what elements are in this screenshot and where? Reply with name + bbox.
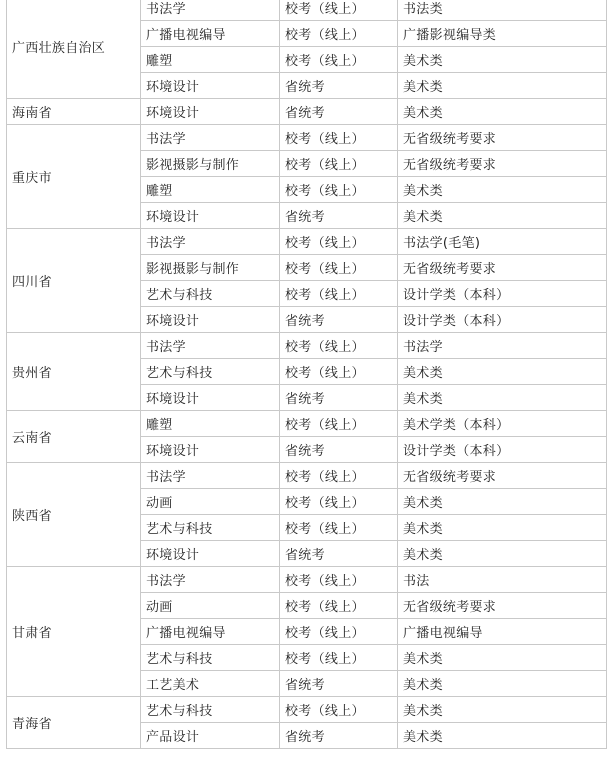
exam-type-cell: 省统考 xyxy=(280,541,398,567)
category-cell: 美术类 xyxy=(398,385,607,411)
major-cell: 环境设计 xyxy=(141,307,280,333)
exam-type-cell: 校考（线上） xyxy=(280,229,398,255)
major-cell: 书法学 xyxy=(141,0,280,21)
major-cell: 动画 xyxy=(141,593,280,619)
exam-type-cell: 校考（线上） xyxy=(280,515,398,541)
province-cell: 甘肃省 xyxy=(7,567,141,697)
category-cell: 书法学(毛笔) xyxy=(398,229,607,255)
major-cell: 艺术与科技 xyxy=(141,515,280,541)
category-cell: 广播影视编导类 xyxy=(398,21,607,47)
exam-type-cell: 省统考 xyxy=(280,437,398,463)
major-cell: 广播电视编导 xyxy=(141,21,280,47)
major-cell: 书法学 xyxy=(141,333,280,359)
category-cell: 美术类 xyxy=(398,645,607,671)
exam-type-cell: 校考（线上） xyxy=(280,281,398,307)
exam-type-cell: 校考（线上） xyxy=(280,489,398,515)
category-cell: 美术类 xyxy=(398,723,607,749)
province-cell: 青海省 xyxy=(7,697,141,749)
major-cell: 雕塑 xyxy=(141,177,280,203)
table-row xyxy=(7,567,607,593)
major-cell: 环境设计 xyxy=(141,99,280,125)
category-cell: 书法 xyxy=(398,567,607,593)
major-cell: 书法学 xyxy=(141,229,280,255)
category-cell: 美术类 xyxy=(398,671,607,697)
exam-type-cell: 校考（线上） xyxy=(280,21,398,47)
table-row xyxy=(7,99,607,125)
category-cell: 美术类 xyxy=(398,515,607,541)
exam-type-cell: 省统考 xyxy=(280,99,398,125)
table-row xyxy=(7,463,607,489)
major-cell: 动画 xyxy=(141,489,280,515)
category-cell: 美术类 xyxy=(398,697,607,723)
category-cell: 无省级统考要求 xyxy=(398,151,607,177)
major-cell: 艺术与科技 xyxy=(141,359,280,385)
exam-type-cell: 校考（线上） xyxy=(280,333,398,359)
exam-type-cell: 校考（线上） xyxy=(280,619,398,645)
admission-table xyxy=(6,0,607,749)
major-cell: 产品设计 xyxy=(141,723,280,749)
exam-type-cell: 校考（线上） xyxy=(280,125,398,151)
major-cell: 艺术与科技 xyxy=(141,281,280,307)
exam-type-cell: 校考（线上） xyxy=(280,151,398,177)
category-cell: 美术类 xyxy=(398,47,607,73)
category-cell: 美术类 xyxy=(398,541,607,567)
category-cell: 美术类 xyxy=(398,99,607,125)
major-cell: 环境设计 xyxy=(141,437,280,463)
category-cell: 设计学类（本科） xyxy=(398,281,607,307)
admission-table-body xyxy=(7,0,607,749)
exam-type-cell: 校考（线上） xyxy=(280,593,398,619)
category-cell: 书法类 xyxy=(398,0,607,21)
exam-type-cell: 校考（线上） xyxy=(280,0,398,21)
category-cell: 广播电视编导 xyxy=(398,619,607,645)
category-cell: 美术类 xyxy=(398,73,607,99)
category-cell: 无省级统考要求 xyxy=(398,125,607,151)
exam-type-cell: 校考（线上） xyxy=(280,463,398,489)
province-cell: 四川省 xyxy=(7,229,141,333)
major-cell: 影视摄影与制作 xyxy=(141,255,280,281)
table-row xyxy=(7,229,607,255)
table-row xyxy=(7,125,607,151)
category-cell: 无省级统考要求 xyxy=(398,463,607,489)
table-row xyxy=(7,697,607,723)
province-cell: 海南省 xyxy=(7,99,141,125)
major-cell: 工艺美术 xyxy=(141,671,280,697)
major-cell: 环境设计 xyxy=(141,73,280,99)
major-cell: 雕塑 xyxy=(141,47,280,73)
major-cell: 环境设计 xyxy=(141,203,280,229)
exam-type-cell: 省统考 xyxy=(280,73,398,99)
category-cell: 设计学类（本科） xyxy=(398,307,607,333)
category-cell: 无省级统考要求 xyxy=(398,593,607,619)
category-cell: 美术学类（本科） xyxy=(398,411,607,437)
major-cell: 艺术与科技 xyxy=(141,697,280,723)
major-cell: 艺术与科技 xyxy=(141,645,280,671)
province-cell: 云南省 xyxy=(7,411,141,463)
exam-type-cell: 省统考 xyxy=(280,723,398,749)
province-cell: 广西壮族自治区 xyxy=(7,0,141,99)
category-cell: 设计学类（本科） xyxy=(398,437,607,463)
exam-type-cell: 省统考 xyxy=(280,203,398,229)
table-row xyxy=(7,333,607,359)
category-cell: 美术类 xyxy=(398,203,607,229)
major-cell: 雕塑 xyxy=(141,411,280,437)
exam-type-cell: 校考（线上） xyxy=(280,47,398,73)
exam-type-cell: 省统考 xyxy=(280,307,398,333)
major-cell: 影视摄影与制作 xyxy=(141,151,280,177)
major-cell: 书法学 xyxy=(141,567,280,593)
major-cell: 广播电视编导 xyxy=(141,619,280,645)
exam-type-cell: 校考（线上） xyxy=(280,255,398,281)
exam-type-cell: 校考（线上） xyxy=(280,177,398,203)
category-cell: 美术类 xyxy=(398,177,607,203)
exam-type-cell: 校考（线上） xyxy=(280,567,398,593)
category-cell: 无省级统考要求 xyxy=(398,255,607,281)
table-row xyxy=(7,411,607,437)
category-cell: 书法学 xyxy=(398,333,607,359)
major-cell: 书法学 xyxy=(141,463,280,489)
major-cell: 环境设计 xyxy=(141,541,280,567)
exam-type-cell: 省统考 xyxy=(280,385,398,411)
exam-type-cell: 校考（线上） xyxy=(280,645,398,671)
exam-type-cell: 校考（线上） xyxy=(280,697,398,723)
category-cell: 美术类 xyxy=(398,359,607,385)
table-row xyxy=(7,0,607,21)
province-cell: 贵州省 xyxy=(7,333,141,411)
exam-type-cell: 校考（线上） xyxy=(280,359,398,385)
exam-type-cell: 校考（线上） xyxy=(280,411,398,437)
province-cell: 陕西省 xyxy=(7,463,141,567)
major-cell: 环境设计 xyxy=(141,385,280,411)
province-cell: 重庆市 xyxy=(7,125,141,229)
category-cell: 美术类 xyxy=(398,489,607,515)
major-cell: 书法学 xyxy=(141,125,280,151)
exam-type-cell: 省统考 xyxy=(280,671,398,697)
